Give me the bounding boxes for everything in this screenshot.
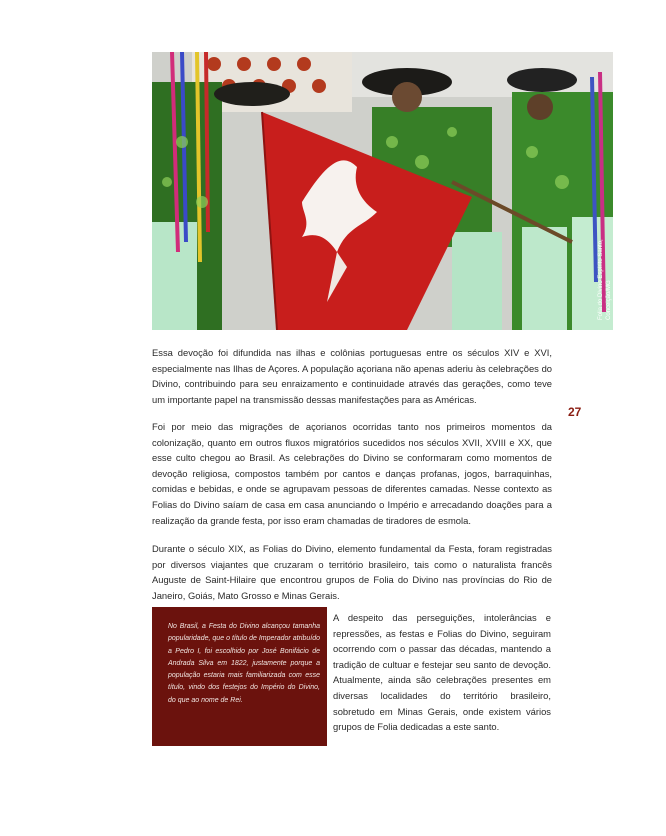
folia-photo-illustration [152,52,613,330]
paragraph-3-text: Durante o século XIX, as Folias do Divino, elemento fundamental da Festa, foram registradas por diversos viajantes que cruzaram o território brasileiro, tais como o naturalista francês Auguste de Saint-Hilaire que encontrou grupos de Folia do Divino nas províncias do Rio de Janeiro, Goiás, Mato Grosso e Minas Gerais. [152,543,552,601]
paragraph-3 [152,541,552,603]
photo-credit-line2: Conceição/MG [606,280,612,320]
page-number: 27 [568,405,582,419]
sidebar-quote-box [152,607,327,746]
paragraph-4 [333,610,551,735]
paragraph-2-text: Foi por meio das migrações de açorianos ocorridas tanto nos primeiros momentos da colonização, quanto em outros fluxos migratórios sucedidos nos séculos XVII, XVIII e XX, que esse culto chegou ao Brasil. As celebrações do Divino se conformaram como momentos de devoção religiosa, compostos também por cantos e danças profanas, jogos, barraquinhas, comidas e bebidas, e onde se agrupavam pessoas de diferentes camadas. Nesse contexto as Folias do Divino saíam de casa em casa anunciando o Império e arrecadando doações para a realização da grande festa, por isso eram chamadas de tiradores de esmola. [152,421,552,526]
paragraph-2 [152,419,552,528]
paragraph-1 [152,345,552,407]
paragraph-1-text: Essa devoção foi difundida nas ilhas e colônias portuguesas entre os séculos XIV e XVI, especialmente nas Ilhas de Açores. A população açoriana não apenas aderiu às celebrações do Divino, contribuindo para seu enraizamento e continuidade através das gerações, como teve um importante papel na transmissão dessas manifestações para as Américas. [152,347,552,405]
photo-credit-line1: Folia do Divino Espírito Santo, [598,239,604,320]
photo-credit [597,239,613,320]
cover-photo [152,52,613,330]
sidebar-quote-text: No Brasil, a Festa do Divino alcançou tamanha popularidade, que o título de Imperador atribuído a Pedro I, foi escolhido por José Bonifácio de Andrada Silva em 1822, justamente porque a população estaria mais familiarizada com esse título, vindo dos festejos do Império do Divino, do que ao nome de Rei. [168,623,320,704]
paragraph-4-text: A despeito das perseguições, intolerâncias e repressões, as festas e Folias do Divino, seguiram ocorrendo com o passar das décadas, mantendo a tradição de cultuar e festejar seu santo de devoção. Atualmente, ainda são celebrações presentes em diversas localidades do território brasileiro, sobretudo em Minas Gerais, onde existem vários grupos de Folia dedicadas a este santo. [333,612,551,733]
